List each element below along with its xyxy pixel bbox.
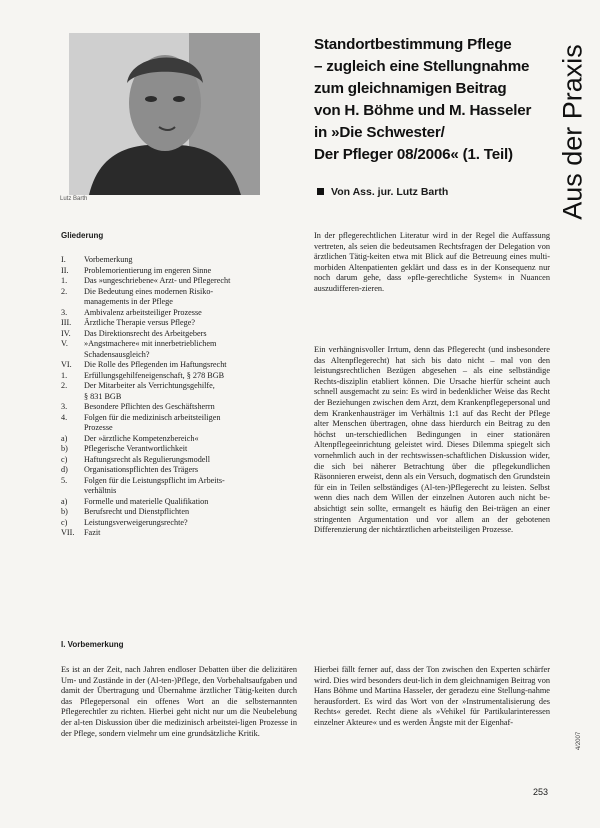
toc-item-number: 4. (61, 412, 68, 422)
toc-item (61, 381, 296, 392)
section-label (548, 37, 598, 227)
toc-item-text: Folgen für die Leistungspflicht im Arbeits- (84, 475, 225, 485)
title-line: von H. Böhme und M. Hasseler (314, 102, 532, 119)
toc-item (61, 476, 296, 487)
toc-item-text: Schadensausgleich? (84, 349, 150, 359)
toc-item-text: Problemorientierung im engeren Sinne (84, 265, 212, 275)
toc-item-text: Organisationspflichten des Trägers (84, 465, 199, 474)
table-of-contents (61, 255, 296, 539)
toc-item-number: III. (61, 318, 72, 327)
toc-item-number: II. (61, 265, 69, 275)
toc-item (61, 528, 296, 539)
toc-item-number: 1. (61, 276, 68, 285)
photo-credit: Lutz Barth (60, 196, 88, 202)
toc-item-text: »Angstmachere« mit innerbetrieblichem (84, 339, 217, 348)
toc-item (61, 497, 296, 508)
square-bullet-icon (317, 188, 324, 195)
toc-item (61, 360, 296, 371)
toc-item-number: c) (61, 517, 68, 527)
toc-item (61, 413, 296, 424)
toc-item-number: I. (61, 255, 66, 264)
title-line: zum gleichnamigen Beitrag (314, 80, 507, 97)
toc-item (61, 507, 296, 518)
toc-item (61, 518, 296, 529)
toc-item-text: § 831 BGB (84, 391, 122, 401)
toc-item-text: Ambivalenz arbeitsteiliger Prozesse (84, 307, 202, 317)
toc-item (61, 276, 296, 287)
section-heading: I. Vorbemerkung (61, 640, 124, 649)
issue-mark (569, 728, 589, 754)
title-line: – zugleich eine Stellungnahme (314, 58, 530, 75)
body-paragraph: Ein verhängnisvoller Irrtum, denn das Pflegerecht (und insbesondere das Altenpflegerecht) hat sich bis dato nicht – mal von den leistungsrechtlichen Bezügen abgesehen – als eine selbständige Rechts-disziplin etabliert können. Die Ursache hierfür scheint auch schnell ausgemacht zu sein: Es wird in bedenklicher Weise das Recht der Beziehungen zwischen dem Arzt, dem Krankenpflegepersonal und dem Krankenhausträger im Verhältnis 1:1 auf das Recht der Pflege alter Menschen übertragen, ohne dass hierdurch ein Beitrag zu den höchst un-terschiedlichen Bedingungen in einer stationären Altenpflegeeinrichtung geleistet wird. Dieses Dilemma spiegelt sich vornehmlich auch in der rechtswissen-schaftlichen Diskussion wider, die sich bei näherer Betrachtung über die pflegekundlichen Räsonnieren erweist, denn als ein Versuch, dogmatisch den Grundstein für ein in Teilen selbständiges (Al-ten-)Pflegerecht zu leisten. Selbst wenn dies nach dem Willen der einzelnen Autoren auch nicht be-absichtigt sein sollte, ermangelt es häufig den Bei-trägen an einer stringenten Argumentation und vor allem an der gebotenen Differenzierung der nichtärztlichen arbeitsteiligen Prozesse. (314, 345, 550, 535)
toc-item-text: Leistungsverweigerungsrechte? (84, 517, 188, 527)
toc-item-number (61, 423, 84, 434)
title-line: Der Pfleger 08/2006« (1. Teil) (314, 146, 513, 163)
toc-item (61, 287, 296, 298)
body-paragraph: Hierbei fällt ferner auf, dass der Ton zwischen den Experten schärfer wird. Dies wird besonders deut-lich in dem gleichnamigen Beitrag von Hans Böhme und Martina Hasseler, der geradezu eine Stellung-nahme herausfordert. Es wird das Wort von der »Instrumentalisierung des Rechts« geredet. Recht diene als »Vehikel für Partikularinteressen einzelner Akteure« und es werden Ängste mit der Eigenhaf- (314, 665, 550, 727)
toc-item (61, 255, 296, 266)
issue-mark-text: 4/2007 (576, 731, 582, 751)
toc-item-number: 3. (61, 402, 68, 411)
toc-item-text: Formelle und materielle Qualifikation (84, 496, 209, 506)
title-line: Standortbestimmung Pflege (314, 36, 512, 53)
toc-item-text: managements in der Pflege (84, 297, 173, 306)
toc-item (61, 423, 296, 434)
toc-item-text: Die Rolle des Pflegenden im Haftungsrecht (84, 360, 227, 369)
toc-item (61, 297, 296, 308)
toc-item-number: a) (61, 496, 68, 506)
toc-item-text: Ärztliche Therapie versus Pflege? (84, 318, 196, 327)
toc-item-text: Haftungsrecht als Regulierungsmodell (84, 454, 210, 464)
toc-item-text: Das »ungeschriebene« Arzt- und Pflegerecht (84, 276, 231, 285)
toc-item (61, 339, 296, 350)
toc-item-text: Fazit (84, 528, 101, 537)
toc-item-number: IV. (61, 328, 71, 338)
toc-item-number (61, 297, 84, 308)
article-title (314, 34, 554, 166)
toc-item-number (61, 392, 84, 403)
toc-item (61, 434, 296, 445)
toc-item-text: Berufsrecht und Dienstpflichten (84, 507, 190, 516)
toc-item (61, 455, 296, 466)
body-paragraph: In der pflegerechtlichen Literatur wird in der Regel die Auffassung vertreten, als seien die bedeutsamen Rechtsfragen der Delegation von ärztlichen Tätig-keiten etwa mit Blick auf die Betreuung eines multi-morbiden Altenpatienten geklärt und dass es in der Konsequenz nur noch darum gehe, dass »pfle-gerechtliche System« in Nuancen auszudifferen-zieren. (314, 231, 550, 293)
toc-item-number: b) (61, 507, 68, 516)
toc-item-text: Folgen für die medizinisch arbeitsteiligen (84, 412, 221, 422)
toc-item-text: Die Bedeutung eines modernen Risiko- (84, 286, 214, 296)
toc-item-text: verhältnis (84, 486, 117, 495)
toc-item-number (61, 486, 84, 497)
toc-item-number: VII. (61, 528, 75, 537)
toc-item-text: Der Mitarbeiter als Verrichtungsgehilfe, (84, 381, 215, 390)
toc-item-number: 5. (61, 475, 68, 485)
toc-heading: Gliederung (61, 231, 104, 240)
toc-item-number: d) (61, 465, 68, 474)
title-line: in »Die Schwester/ (314, 124, 445, 141)
toc-item (61, 392, 296, 403)
toc-item-number: V. (61, 339, 68, 348)
toc-item-number: 2. (61, 381, 68, 390)
toc-item-number: c) (61, 454, 68, 464)
toc-item-text: Der »ärztliche Kompetenzbereich« (84, 433, 199, 443)
toc-item-number (61, 350, 84, 361)
toc-item-text: Das Direktionsrecht des Arbeitgebers (84, 328, 207, 338)
toc-item-number: VI. (61, 360, 72, 369)
page-number: 253 (533, 787, 549, 797)
toc-item-number: b) (61, 444, 68, 453)
author-line (317, 186, 448, 198)
author-name: Von Ass. jur. Lutz Barth (331, 186, 449, 198)
toc-item-text: Prozesse (84, 423, 113, 432)
author-photo (69, 33, 260, 195)
toc-item-number: 3. (61, 307, 68, 317)
toc-item-text: Erfüllungsgehilfeneigenschaft, § 278 BGB (84, 370, 225, 380)
toc-item (61, 308, 296, 319)
toc-item-text: Vorbemerkung (84, 255, 133, 264)
section-label-text: Aus der Praxis (557, 44, 588, 220)
toc-item (61, 465, 296, 476)
toc-item-number: a) (61, 433, 68, 443)
toc-item (61, 486, 296, 497)
toc-item (61, 350, 296, 361)
toc-item-text: Besondere Pflichten des Geschäftsherrn (84, 402, 215, 411)
toc-item (61, 402, 296, 413)
toc-item-number: 1. (61, 370, 68, 380)
toc-item (61, 371, 296, 382)
toc-item (61, 444, 296, 455)
toc-item (61, 329, 296, 340)
body-paragraph: Es ist an der Zeit, nach Jahren endloser Debatten über die delizitären Um- und Zustände in der (Al-ten-)Pflege, den Vorbehaltsaufgaben und damit der Übertragung und Übernahme ärztlicher Tätig-keiten durch das Pflegepersonal ein offenes Wort an die selbsternannten Pflegerechtler zu richten. Hierbei geht nicht nur um die Neubelebung der al-ten Diskussion über die medizinisch arbeitstei-ligen Prozesse in der Pflege, sondern vielmehr um eine grundsätzliche Kritik. (61, 665, 297, 738)
toc-item-text: Pflegerische Verantwortlichkeit (84, 444, 188, 453)
toc-item (61, 266, 296, 277)
toc-item-number: 2. (61, 286, 68, 296)
toc-item (61, 318, 296, 329)
